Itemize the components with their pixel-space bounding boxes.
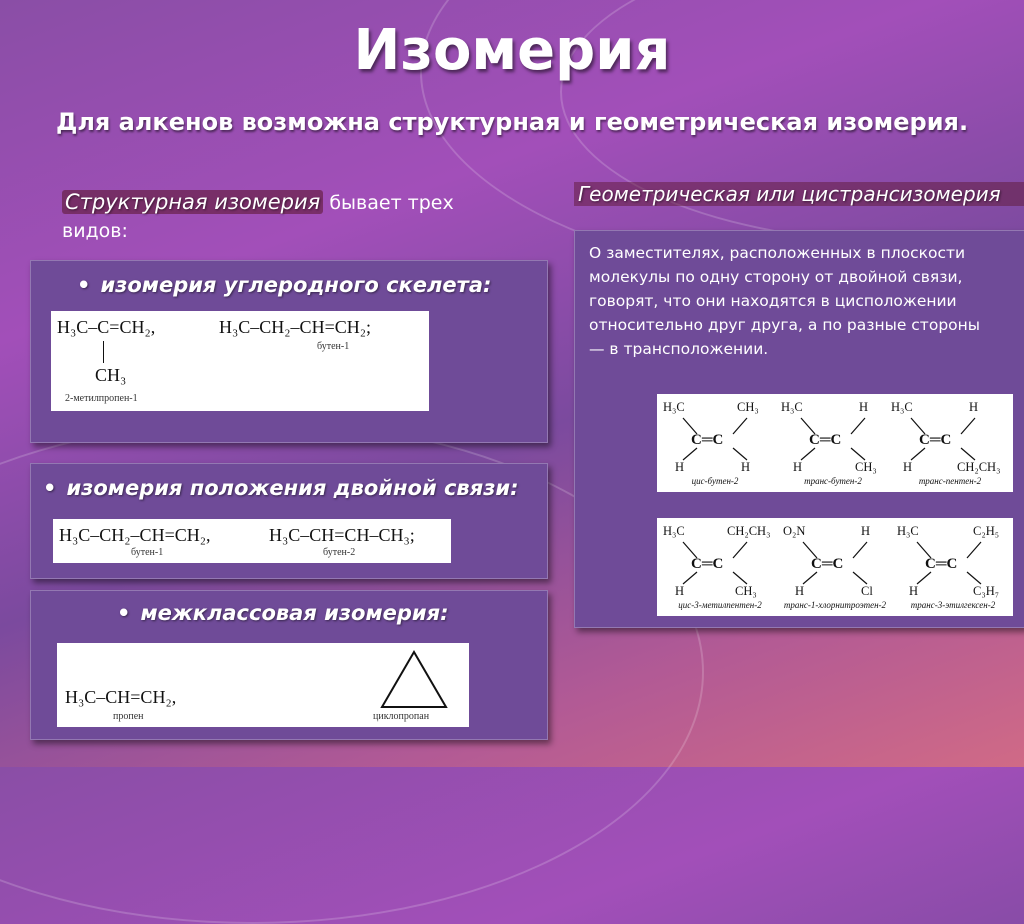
substituent-bottom-left: H xyxy=(909,584,919,598)
geometric-text-line: — в трансположении. xyxy=(589,340,769,358)
interclass-formula-2-caption: циклопропан xyxy=(373,711,430,722)
double-bond-core: C═C xyxy=(691,556,724,572)
double-bond-bullet xyxy=(43,476,519,500)
molecule-caption: транс-пентен-2 xyxy=(918,476,982,486)
branch-line xyxy=(103,341,104,363)
substituent-top-left: H₃C xyxy=(897,524,919,538)
molecule-caption: транс-1-хлорнитроэтен-2 xyxy=(783,600,887,610)
substituent-bottom-left: H xyxy=(675,584,685,598)
interclass-isomerism-panel xyxy=(30,590,548,740)
slide-title: Изомерия xyxy=(353,18,671,83)
substituent-bottom-right: C₃H₇ xyxy=(973,584,1000,598)
skeleton-bullet-text: изомерия углеродного скелета: xyxy=(100,273,492,297)
substituent-top-right: CH₃ xyxy=(737,400,759,414)
bullet-dot: • xyxy=(43,476,57,500)
molecule-caption: транс-3-этилгексен-2 xyxy=(910,600,996,610)
substituent-top-left: O₂N xyxy=(783,524,806,538)
geometric-description xyxy=(589,241,1024,361)
skeleton-formula-box xyxy=(51,311,429,411)
structural-intro-rest: бывает трех видов: xyxy=(62,192,454,242)
substituent-top-left: H₃C xyxy=(781,400,803,414)
double-bond-core: C═C xyxy=(809,432,842,448)
double-bond-formula-box xyxy=(53,519,451,563)
molecule-trans-butene xyxy=(779,396,887,488)
substituent-top-right: C₂H₅ xyxy=(973,524,1000,538)
double-bond-core: C═C xyxy=(919,432,952,448)
substituent-top-right: H xyxy=(859,400,869,414)
double-bond-formula-2-caption: бутен-2 xyxy=(323,547,356,558)
interclass-formula-1: H₃C–CH=CH₂, xyxy=(65,687,177,707)
bullet-dot: • xyxy=(117,601,131,625)
bullet-dot: • xyxy=(77,273,91,297)
molecule-caption: цис-3-метилпентен-2 xyxy=(678,600,762,610)
geometric-isomerism-panel xyxy=(574,230,1024,628)
structural-intro xyxy=(62,188,482,245)
skeleton-formula-1: H₃C–C=CH₂, xyxy=(57,317,156,337)
double-bond-formula-2: H₃C–CH=CH–CH₃; xyxy=(269,525,415,545)
double-bond-core: C═C xyxy=(811,556,844,572)
interclass-bullet xyxy=(117,601,449,625)
substituent-bottom-left: H xyxy=(903,460,913,474)
substituent-bottom-right: CH₃ xyxy=(855,460,877,474)
geometric-text-line: молекулы по одну сторону от двойной связи, xyxy=(589,268,963,286)
interclass-bullet-text: межклассовая изомерия: xyxy=(140,601,449,625)
skeleton-isomerism-panel xyxy=(30,260,548,443)
double-bond-bullet-text: изомерия положения двойной связи: xyxy=(66,476,519,500)
skeleton-formula-2: H₃C–CH₂–CH=CH₂; xyxy=(219,317,371,337)
substituent-bottom-right: H xyxy=(741,460,751,474)
cyclopropane-triangle-icon xyxy=(379,649,449,711)
geometric-text-line: О заместителях, расположенных в плоскости xyxy=(589,244,966,262)
geometric-text-line: говорят, что они находятся в цисположении xyxy=(589,292,957,310)
geometric-heading: Геометрическая или цистрансизомерия xyxy=(574,182,1024,206)
substituent-bottom-right: CH₂CH₃ xyxy=(957,460,1001,474)
molecule-cis-butene xyxy=(661,396,769,488)
substituent-bottom-right: Cl xyxy=(861,584,873,598)
substituent-top-right: CH₂CH₃ xyxy=(727,524,771,538)
structural-highlight: Структурная изомерия xyxy=(62,190,323,214)
substituent-top-left: H₃C xyxy=(891,400,913,414)
skeleton-formula-1-branch: CH₃ xyxy=(95,365,127,385)
geometric-row-2 xyxy=(657,518,1013,616)
skeleton-bullet xyxy=(77,273,491,297)
substituent-top-right: H xyxy=(969,400,979,414)
substituent-bottom-left: H xyxy=(793,460,803,474)
double-bond-formula-1: H₃C–CH₂–CH=CH₂, xyxy=(59,525,211,545)
interclass-formula-box xyxy=(57,643,469,727)
double-bond-core: C═C xyxy=(925,556,958,572)
substituent-bottom-left: H xyxy=(795,584,805,598)
double-bond-formula-1-caption: бутен-1 xyxy=(131,547,164,558)
slide-subtitle: Для алкенов возможна структурная и геометрическая изомерия. xyxy=(55,108,969,136)
molecule-trans-chloronitroethene xyxy=(781,520,889,612)
geometric-text-line: относительно друг друга, а по разные стороны xyxy=(589,316,981,334)
molecule-cis-methylpentene xyxy=(661,520,779,612)
interclass-formula-1-caption: пропен xyxy=(113,711,144,722)
double-bond-core: C═C xyxy=(691,432,724,448)
double-bond-isomerism-panel xyxy=(30,463,548,579)
substituent-top-left: H₃C xyxy=(663,400,685,414)
skeleton-formula-1-caption: 2-метилпропен-1 xyxy=(65,393,138,404)
substituent-top-left: H₃C xyxy=(663,524,685,538)
geometric-row-1 xyxy=(657,394,1013,492)
molecule-caption: транс-бутен-2 xyxy=(804,476,862,486)
substituent-bottom-left: H xyxy=(675,460,685,474)
substituent-bottom-right: CH₃ xyxy=(735,584,757,598)
molecule-trans-pentene xyxy=(889,396,1011,488)
substituent-top-right: H xyxy=(861,524,871,538)
molecule-caption: цис-бутен-2 xyxy=(691,476,739,486)
skeleton-formula-2-caption: бутен-1 xyxy=(317,341,350,352)
molecule-trans-ethylhexene xyxy=(895,520,1011,612)
